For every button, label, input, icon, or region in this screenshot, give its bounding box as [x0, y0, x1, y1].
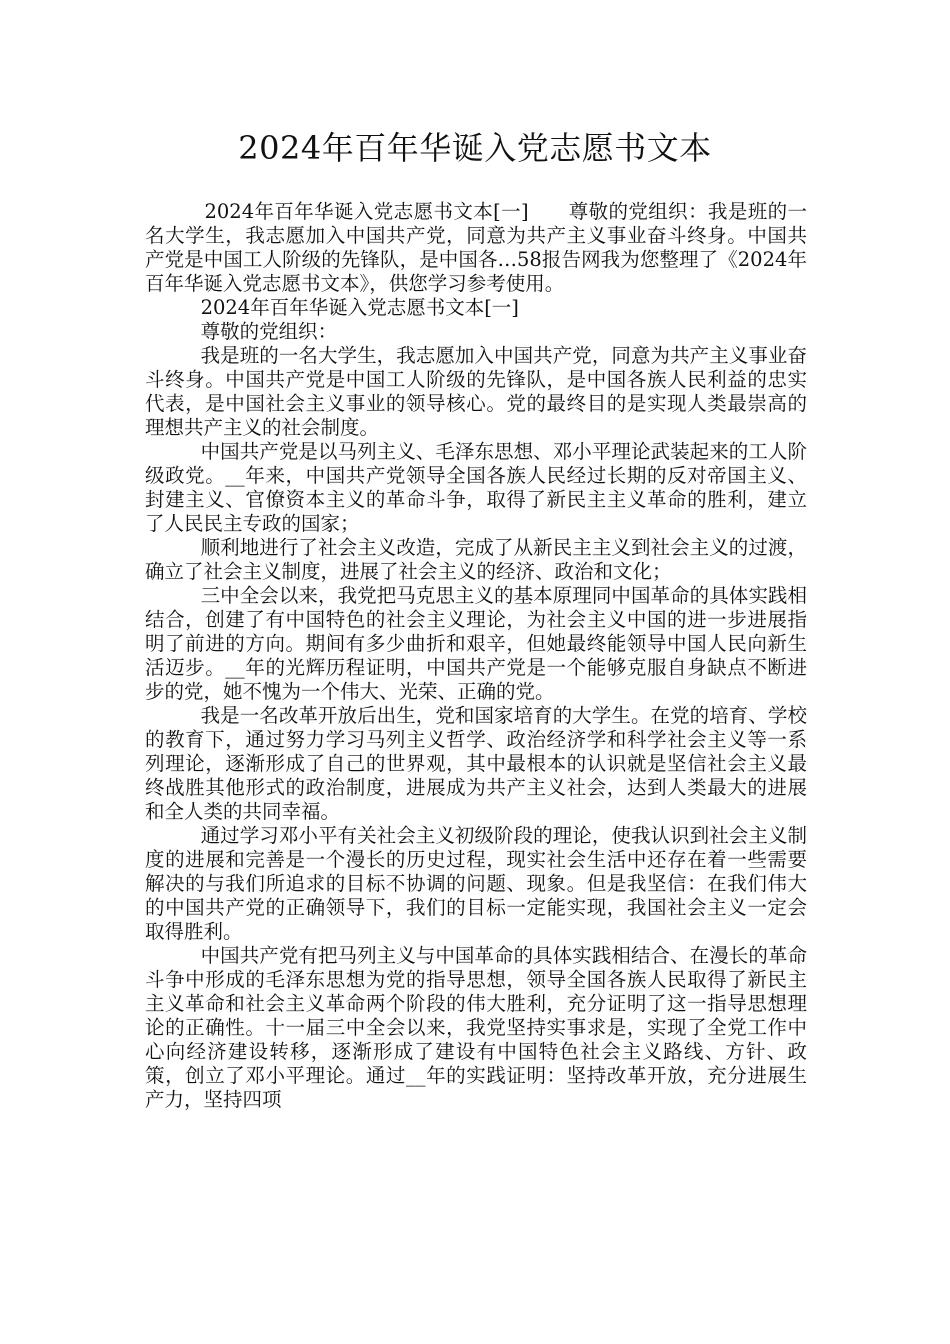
- body-paragraph: 顺利地进行了社会主义改造，完成了从新民主主义到社会主义的过渡，确立了社会主义制度，进展了社会主义的经济、政治和文化；: [145, 536, 807, 583]
- body-paragraph: 中国共产党是以马列主义、毛泽东思想、邓小平理论武装起来的工人阶级政党。__年来，中国共产党领导全国各族人民经过长期的反对帝国主义、封建主义、官僚资本主义的革命斗争，取得了新民主主义革命的胜利，建立了人民民主专政的国家；: [145, 440, 807, 535]
- body-paragraph: 我是班的一名大学生，我志愿加入中国共产党，同意为共产主义事业奋斗终身。中国共产党是中国工人阶级的先锋队，是中国各族人民利益的忠实代表，是中国社会主义事业的领导核心。党的最终目的是实现人类最崇高的理想共产主义的社会制度。: [145, 344, 807, 439]
- salutation: 尊敬的党组织：: [200, 320, 338, 343]
- section-heading: 2024年百年华诞入党志愿书文本[一]: [200, 296, 519, 319]
- document-title: 2024年百年华诞入党志愿书文本: [238, 129, 712, 167]
- body-paragraph: 三中全会以来，我党把马克思主义的基本原理同中国革命的具体实践相结合，创建了有中国特色的社会主义理论，为社会主义中国的进一步进展指明了前进的方向。期间有多少曲折和艰辛，但她最终能领导中国人民向新生活迈步。__年的光辉历程证明，中国共产党是一个能够克服自身缺点不断进步的党，她不愧为一个伟大、光荣、正确的党。: [145, 584, 807, 703]
- summary-paragraph: 2024年百年华诞入党志愿书文本[一] 尊敬的党组织：我是班的一名大学生，我志愿加入中国共产党，同意为共产主义事业奋斗终身。中国共产党是中国工人阶级的先锋队，是中国各…58报告网我为您整理了《2024年百年华诞入党志愿书文本》，供您学习参考使用。: [145, 200, 807, 295]
- document-body: [145, 200, 807, 1112]
- body-paragraph: 通过学习邓小平有关社会主义初级阶段的理论，使我认识到社会主义制度的进展和完善是一个漫长的历史过程，现实社会生活中还存在着一些需要解决的与我们所追求的目标不协调的问题、现象。但是我坚信：在我们伟大的中国共产党的正确领导下，我们的目标一定能实现，我国社会主义一定会取得胜利。: [145, 824, 807, 943]
- body-paragraph: 我是一名改革开放后出生，党和国家培育的大学生。在党的培育、学校的教育下，通过努力学习马列主义哲学、政治经济学和科学社会主义等一系列理论，逐渐形成了自己的世界观，其中最根本的认识就是坚信社会主义最终战胜其他形式的政治制度，进展成为共产主义社会，达到人类最大的进展和全人类的共同幸福。: [145, 704, 807, 823]
- body-paragraph: 中国共产党有把马列主义与中国革命的具体实践相结合、在漫长的革命斗争中形成的毛泽东思想为党的指导思想，领导全国各族人民取得了新民主主义革命和社会主义革命两个阶段的伟大胜利，充分证明了这一指导思想理论的正确性。十一届三中全会以来，我党坚持实事求是，实现了全党工作中心向经济建设转移，逐渐形成了建设有中国特色社会主义路线、方针、政策，创立了邓小平理论。通过__年的实践证明：坚持改革开放，充分进展生产力，坚持四项: [145, 944, 807, 1111]
